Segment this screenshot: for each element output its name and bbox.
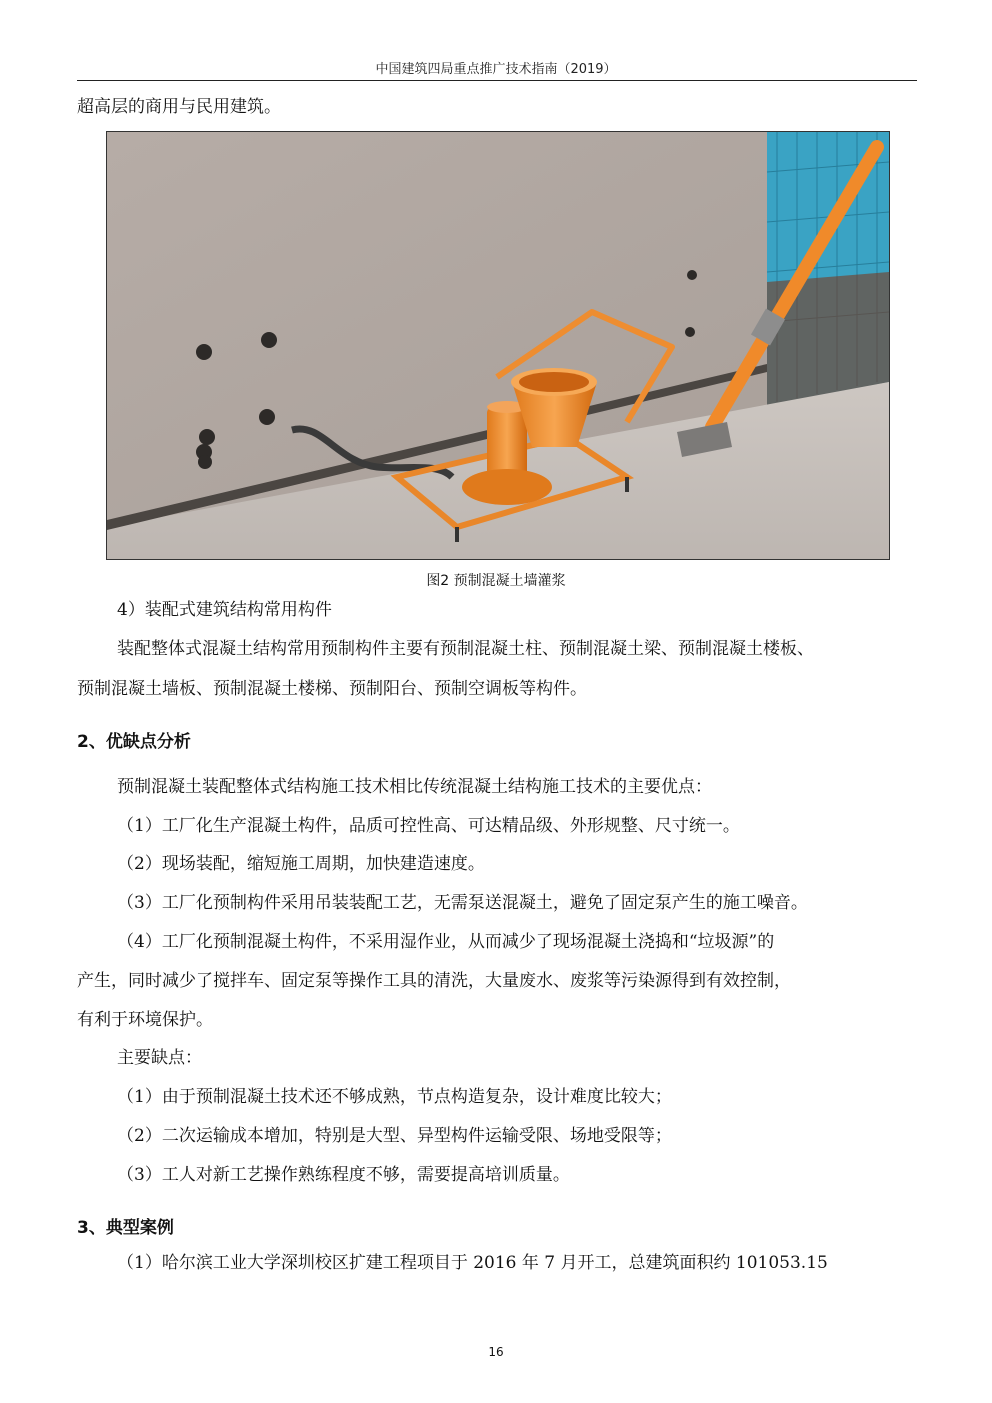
advantage-4-line1: （4）工厂化预制混凝土构件，不采用湿作业，从而减少了现场混凝土浇捣和“垃圾源”的 [117,932,775,952]
section-3-heading: 3、典型案例 [77,1218,174,1238]
header-rule [77,80,917,81]
page-header: 中国建筑四局重点推广技术指南（2019） [375,62,617,77]
figure-caption: 图2 预制混凝土墙灌浆 [426,573,566,589]
section-4-title: 4）装配式建筑结构常用构件 [117,600,332,620]
advantages-intro: 预制混凝土装配整体式结构施工技术相比传统混凝土结构施工技术的主要优点： [117,777,712,797]
section-4-body-line2: 预制混凝土墙板、预制混凝土楼梯、预制阳台、预制空调板等构件。 [77,679,587,699]
page-number: 16 [488,1345,504,1359]
disadvantage-2: （2）二次运输成本增加，特别是大型、异型构件运输受限、场地受限等； [117,1126,672,1146]
intro-line: 超高层的商用与民用建筑。 [77,97,281,117]
case-1: （1）哈尔滨工业大学深圳校区扩建工程项目于 2016 年 7 月开工，总建筑面积约 101053.15 [117,1253,828,1273]
disadvantages-title: 主要缺点： [117,1048,202,1068]
advantage-3: （3）工厂化预制构件采用吊装装配工艺，无需泵送混凝土，避免了固定泵产生的施工噪音。 [117,893,808,913]
section-4-body-line1: 装配整体式混凝土结构常用预制构件主要有预制混凝土柱、预制混凝土梁、预制混凝土楼板、 [117,639,814,659]
section-2-heading: 2、优缺点分析 [77,732,191,752]
disadvantage-3: （3）工人对新工艺操作熟练程度不够，需要提高培训质量。 [117,1165,570,1185]
advantage-2: （2）现场装配，缩短施工周期，加快建造速度。 [117,854,485,874]
pump-base [462,469,552,505]
disadvantage-1: （1）由于预制混凝土技术还不够成熟，节点构造复杂，设计难度比较大； [117,1087,672,1107]
advantage-4-line2: 产生，同时减少了搅拌车、固定泵等操作工具的清洗，大量废水、废浆等污染源得到有效控制， [77,971,791,991]
grouting-illustration [106,131,890,560]
advantage-4-line3: 有利于环境保护。 [77,1010,213,1030]
advantage-1: （1）工厂化生产混凝土构件，品质可控性高、可达精品级、外形规整、尺寸统一。 [117,816,740,836]
